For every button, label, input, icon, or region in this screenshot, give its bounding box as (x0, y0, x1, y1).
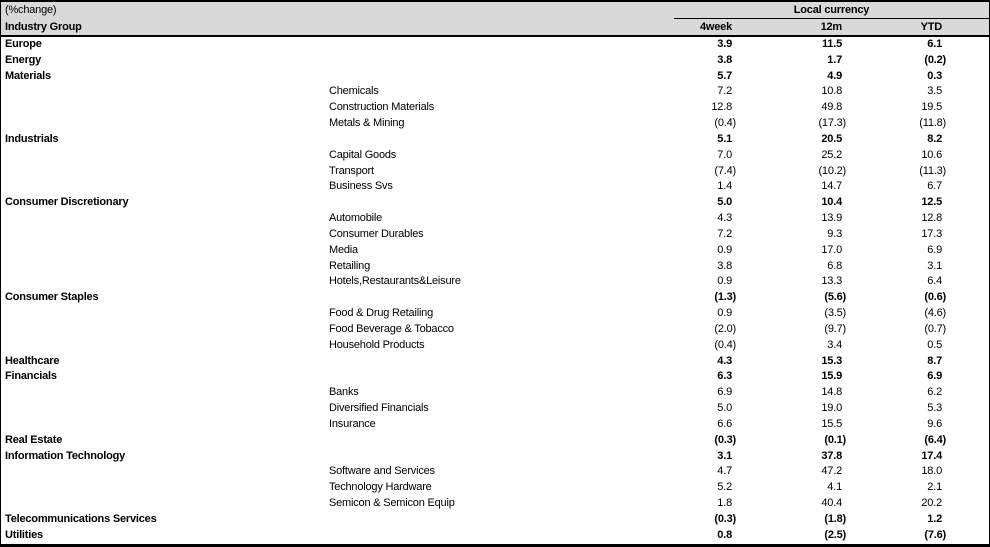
value-ytd: 0.3 (927, 69, 942, 82)
percent-change-label: (%change) (5, 4, 57, 16)
industry-group-label: Real Estate (5, 433, 63, 446)
value-ytd: 3.5 (927, 85, 942, 98)
value-4week: 1.4 (717, 180, 732, 193)
value-12m: (1.8) (824, 512, 846, 525)
value-12m: (0.1) (824, 433, 846, 446)
value-ytd: (0.7) (924, 322, 946, 335)
value-ytd: (0.2) (924, 53, 946, 66)
industry-group-label: Materials (5, 69, 51, 82)
value-12m: 14.8 (821, 386, 842, 399)
table-row (1, 211, 989, 227)
table-row (1, 259, 989, 275)
value-12m: 47.2 (821, 465, 842, 478)
value-12m: 20.5 (821, 132, 842, 145)
column-header-ytd: YTD (920, 21, 942, 33)
table-row (1, 84, 989, 100)
table-row (1, 512, 989, 528)
sub-industry-label: Transport (329, 164, 374, 177)
value-ytd: (7.6) (924, 528, 946, 541)
value-ytd: 20.2 (921, 497, 942, 510)
value-4week: 3.8 (717, 259, 732, 272)
sub-industry-label: Insurance (329, 417, 376, 430)
table-row (1, 528, 989, 544)
table-row (1, 179, 989, 195)
value-4week: 7.2 (717, 85, 732, 98)
value-4week: 6.3 (717, 370, 732, 383)
value-4week: (7.4) (714, 164, 736, 177)
value-ytd: 8.7 (927, 354, 942, 367)
value-ytd: 1.2 (927, 512, 942, 525)
table-body (1, 37, 989, 544)
value-4week: (0.4) (714, 117, 736, 130)
table-row (1, 433, 989, 449)
industry-group-label: Consumer Discretionary (5, 196, 129, 209)
value-12m: 10.8 (821, 85, 842, 98)
table-row (1, 354, 989, 370)
sub-industry-label: Chemicals (329, 85, 379, 98)
value-ytd: 3.1 (927, 259, 942, 272)
sub-industry-label: Capital Goods (329, 148, 397, 161)
sub-industry-label: Construction Materials (329, 101, 435, 114)
sub-industry-label: Business Svs (329, 180, 393, 193)
value-ytd: (4.6) (924, 307, 946, 320)
value-ytd: (11.8) (919, 117, 946, 130)
value-4week: 6.9 (717, 386, 732, 399)
value-ytd: 8.2 (927, 132, 942, 145)
value-ytd: 19.5 (921, 101, 942, 114)
value-4week: 0.8 (717, 528, 732, 541)
value-4week: 4.3 (717, 212, 732, 225)
table-row (1, 69, 989, 85)
value-12m: (5.6) (824, 291, 846, 304)
industry-group-label: Energy (5, 53, 42, 66)
value-4week: 0.9 (717, 243, 732, 256)
value-ytd: 12.5 (921, 196, 942, 209)
value-12m: 15.3 (821, 354, 842, 367)
value-4week: 12.8 (711, 101, 732, 114)
value-ytd: 12.8 (921, 212, 942, 225)
value-ytd: 6.2 (927, 386, 942, 399)
sub-industry-label: Automobile (329, 212, 383, 225)
table-row (1, 132, 989, 148)
value-12m: 25.2 (821, 148, 842, 161)
table-row (1, 496, 989, 512)
sub-industry-label: Media (329, 243, 358, 256)
value-4week: 5.2 (717, 481, 732, 494)
value-ytd: (6.4) (924, 433, 946, 446)
industry-group-label: Financials (5, 370, 57, 383)
industry-group-label: Europe (5, 38, 42, 50)
value-12m: (2.5) (824, 528, 846, 541)
value-12m: 4.1 (827, 481, 842, 494)
sub-industry-label: Software and Services (329, 465, 435, 478)
value-12m: 15.5 (821, 417, 842, 430)
sub-industry-label: Metals & Mining (329, 117, 405, 130)
table-row (1, 480, 989, 496)
industry-group-label: Industrials (5, 132, 59, 145)
value-4week: 4.3 (717, 354, 732, 367)
table-row (1, 417, 989, 433)
sub-industry-label: Retailing (329, 259, 371, 272)
value-4week: 1.8 (717, 497, 732, 510)
sub-industry-label: Hotels,Restaurants&Leisure (329, 275, 461, 288)
local-currency-group-header: Local currency (674, 2, 989, 19)
value-4week: 4.7 (717, 465, 732, 478)
table-row (1, 164, 989, 180)
value-12m: 40.4 (821, 497, 842, 510)
column-header-4week: 4week (699, 21, 732, 33)
table-row (1, 401, 989, 417)
value-4week: 5.0 (717, 196, 732, 209)
value-ytd: 6.4 (927, 275, 942, 288)
table-row (1, 338, 989, 354)
sub-industry-label: Diversified Financials (329, 402, 429, 415)
value-4week: 0.9 (717, 307, 732, 320)
table-row (1, 306, 989, 322)
value-ytd: 17.4 (921, 449, 942, 462)
table-row (1, 464, 989, 480)
value-12m: 15.9 (821, 370, 842, 383)
table-row (1, 116, 989, 132)
industry-group-label: Consumer Staples (5, 291, 99, 304)
value-ytd: 6.1 (927, 38, 942, 50)
value-4week: 0.9 (717, 275, 732, 288)
value-4week: 5.0 (717, 402, 732, 415)
value-12m: 11.5 (821, 38, 842, 50)
table-row (1, 53, 989, 69)
table-row (1, 274, 989, 290)
value-4week: (0.3) (714, 512, 736, 525)
column-header-12m: 12m (820, 21, 842, 33)
industry-group-header: Industry Group (5, 21, 82, 33)
table-row (1, 100, 989, 116)
value-ytd: 0.5 (927, 338, 942, 351)
value-12m: (10.2) (818, 164, 846, 177)
value-4week: 3.9 (717, 38, 732, 50)
value-ytd: (11.3) (919, 164, 946, 177)
industry-group-label: Telecommunications Services (5, 512, 157, 525)
value-ytd: 6.9 (927, 243, 942, 256)
value-12m: (17.3) (818, 117, 846, 130)
industry-group-label: Healthcare (5, 354, 60, 367)
table-row (1, 227, 989, 243)
sub-industry-label: Technology Hardware (329, 481, 432, 494)
value-12m: 37.8 (821, 449, 842, 462)
value-12m: 6.8 (827, 259, 842, 272)
value-4week: 7.2 (717, 227, 732, 240)
industry-group-label: Utilities (5, 528, 43, 541)
value-12m: (9.7) (824, 322, 846, 335)
sub-industry-label: Semicon & Semicon Equip (329, 497, 455, 510)
value-12m: 13.9 (821, 212, 842, 225)
value-4week: 7.0 (717, 148, 732, 161)
value-12m: 3.4 (827, 338, 842, 351)
value-4week: 6.6 (717, 417, 732, 430)
value-ytd: 18.0 (921, 465, 942, 478)
value-ytd: 10.6 (921, 148, 942, 161)
value-12m: 49.8 (821, 101, 842, 114)
value-4week: (1.3) (714, 291, 736, 304)
sub-industry-label: Banks (329, 386, 359, 399)
industry-group-label: Information Technology (5, 449, 126, 462)
value-4week: (0.3) (714, 433, 736, 446)
value-12m: 9.3 (827, 227, 842, 240)
value-12m: 14.7 (821, 180, 842, 193)
value-ytd: 5.3 (927, 402, 942, 415)
sub-industry-label: Food & Drug Retailing (329, 307, 434, 320)
table-row (1, 290, 989, 306)
value-12m: (3.5) (824, 307, 846, 320)
sub-industry-label: Food Beverage & Tobacco (329, 322, 454, 335)
value-ytd: 2.1 (927, 481, 942, 494)
value-12m: 10.4 (821, 196, 842, 209)
value-12m: 19.0 (821, 402, 842, 415)
header-row-1 (1, 2, 989, 19)
value-ytd: (0.6) (924, 291, 946, 304)
value-12m: 1.7 (827, 53, 842, 66)
value-4week: 5.1 (717, 132, 732, 145)
table-row (1, 243, 989, 259)
value-ytd: 6.7 (927, 180, 942, 193)
sub-industry-label: Household Products (329, 338, 425, 351)
value-12m: 4.9 (827, 69, 842, 82)
table-row (1, 148, 989, 164)
sub-industry-label: Consumer Durables (329, 227, 424, 240)
value-ytd: 9.6 (927, 417, 942, 430)
table-row (1, 449, 989, 465)
value-12m: 13.3 (821, 275, 842, 288)
table-header (1, 2, 989, 37)
value-4week: (0.4) (714, 338, 736, 351)
value-ytd: 6.9 (927, 370, 942, 383)
value-4week: (2.0) (714, 322, 736, 335)
table-row (1, 37, 989, 53)
table-row (1, 369, 989, 385)
value-4week: 5.7 (717, 69, 732, 82)
value-12m: 17.0 (821, 243, 842, 256)
value-4week: 3.1 (717, 449, 732, 462)
value-4week: 3.8 (717, 53, 732, 66)
value-ytd: 17.3 (921, 227, 942, 240)
table-row (1, 322, 989, 338)
table-row (1, 195, 989, 211)
table-row (1, 385, 989, 401)
header-row-2 (1, 19, 989, 35)
